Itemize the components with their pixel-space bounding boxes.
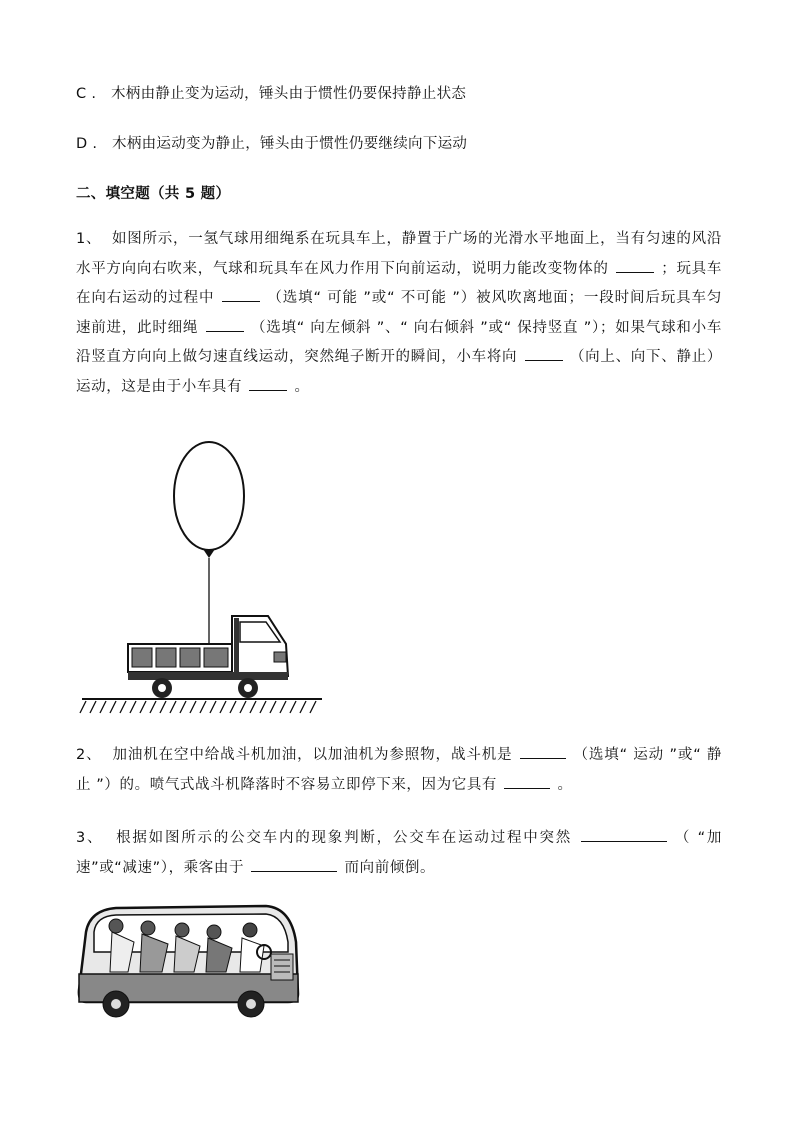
q1-text-1: 如图所示，一氢气球用细绳系在玩具车上，静置于广场的光滑水平地面上，当有匀速的风沿水平方向向右吹来，气球和玩具车在风力作用下向前运动，说明力能改变物体的	[76, 231, 722, 277]
q1-blank-3[interactable]	[206, 316, 244, 332]
q1-text-5: （向上、向下、静止）运动，这是由于小车具有	[76, 349, 722, 395]
q2-number: 2、	[76, 747, 102, 763]
balloon	[174, 442, 244, 550]
q1-blank-1[interactable]	[616, 257, 654, 273]
q3-text-1: 根据如图所示的公交车内的现象判断，公交车在运动过程中突然	[116, 830, 573, 846]
q2-blank-2[interactable]	[504, 773, 550, 789]
q3-number: 3、	[76, 830, 104, 846]
option-c	[76, 82, 466, 103]
q1-blank-4[interactable]	[525, 345, 563, 361]
q2-text-1: 加油机在空中给战斗机加油，以加油机为参照物，战斗机是	[112, 747, 513, 763]
section-title: 二、填空题（共 5 题）	[76, 186, 231, 202]
q1-text-4: （选填“ 向左倾斜 ”、“ 向右倾斜 ”或“ 保持竖直 ”）；如果气球和小车沿竖直方向向上做匀速直线运动，突然绳子断开的瞬间，小车将向	[76, 319, 722, 366]
q3-text-2: （ “加速”或“减速”），乘客由于	[76, 830, 722, 876]
q2-blank-1[interactable]	[520, 743, 566, 759]
q1-number: 1、	[76, 231, 102, 247]
q3-blank-1[interactable]	[581, 826, 667, 842]
option-c-label: C .	[76, 86, 97, 102]
option-d	[76, 132, 467, 153]
balloon-truck-figure	[78, 440, 328, 720]
q1-text-2: ；玩具车在向右运动的过程中	[76, 260, 722, 307]
q1-blank-5[interactable]	[249, 375, 287, 391]
q1-text-3: （选填“ 可能 ”或“ 不可能 ”）被风吹离地面；一段时间后玩具车匀速前进，此时细绳	[76, 290, 722, 336]
q2-text-2: （选填“ 运动 ”或“ 静止 ”）的。喷气式战斗机降落时不容易立即停下来，因为它具有	[76, 747, 722, 793]
option-d-text: 木柄由运动变为静止，锤头由于惯性仍要继续向下运动	[112, 136, 468, 152]
option-c-text: 木柄由静止变为运动，锤头由于惯性仍要保持静止状态	[110, 86, 467, 102]
option-d-label: D .	[76, 136, 98, 152]
q1-blank-2[interactable]	[222, 286, 260, 302]
question-3	[76, 824, 722, 883]
question-1	[76, 225, 722, 403]
q2-text-3: 。	[557, 776, 573, 793]
bus-illustration	[76, 902, 306, 1027]
q3-text-3: 而向前倾倒。	[344, 859, 436, 876]
q3-blank-2[interactable]	[251, 856, 337, 872]
q1-text-6: 。	[294, 378, 310, 395]
question-2	[76, 741, 722, 800]
